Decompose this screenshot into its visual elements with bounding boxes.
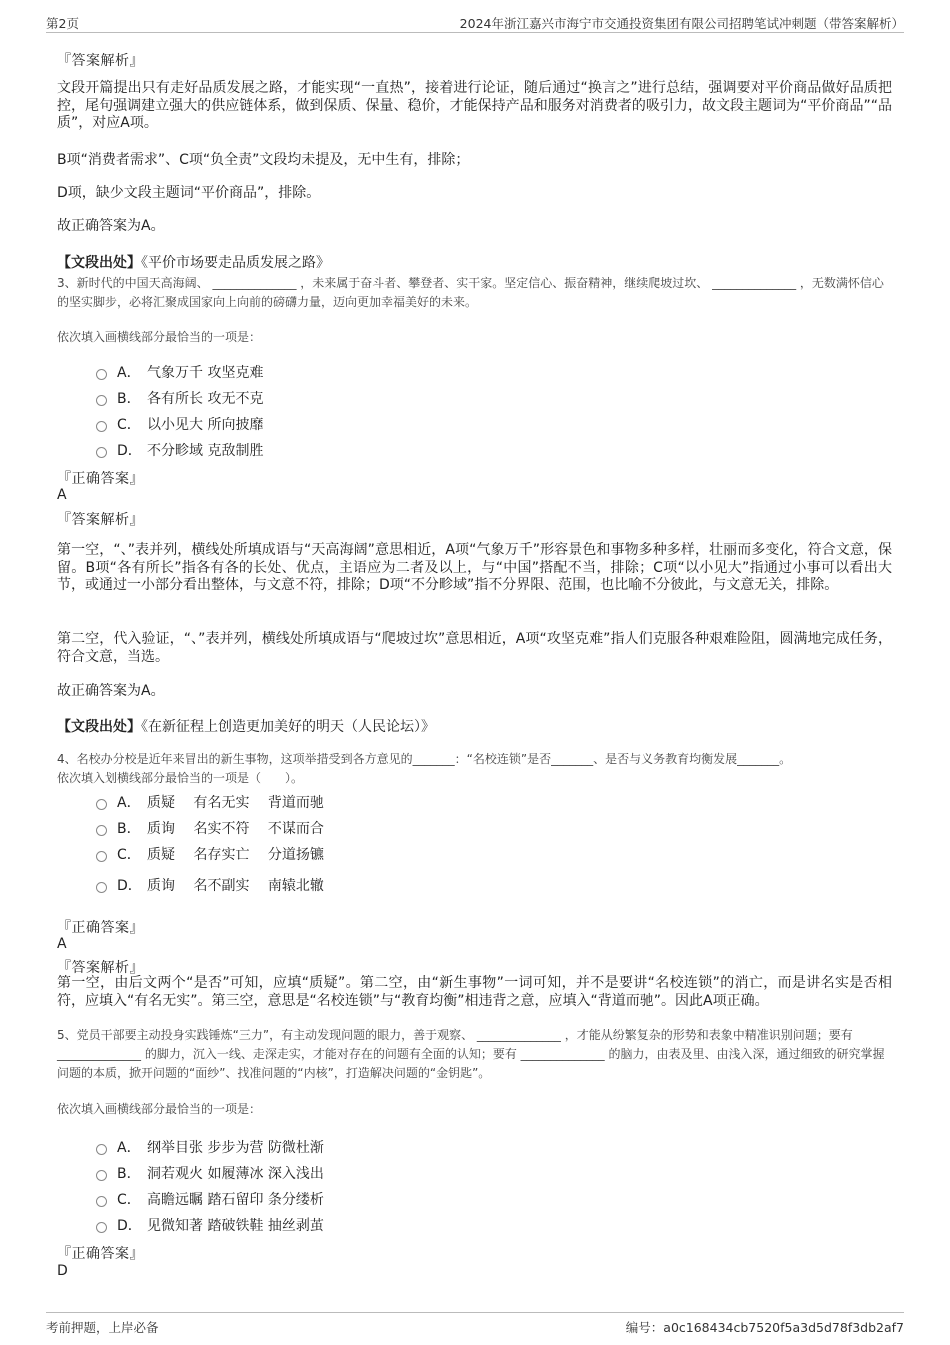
option-text: 高瞻远瞩 踏石留印 条分缕析 [147, 1192, 324, 1208]
correct-answer-label: 『正确答案』 [57, 920, 144, 936]
option-letter: A． [117, 795, 141, 811]
analysis-paragraph: 第一空，由后文两个“是否”可知，应填“质疑”。第二空，由“新生事物”一词可知，并不是要讲“名校连锁”的消亡，而是讲名实是否相符，应填入“有名无实”。第三空，意思是“名校连锁”与“教育均衡”相违背之意，应填入“背道而驰”。因此A项正确。 [57, 975, 892, 1009]
correct-answer: A [57, 936, 67, 952]
option-a[interactable] [96, 362, 263, 382]
radio-icon[interactable] [96, 369, 107, 380]
source-citation [57, 716, 892, 736]
option-b[interactable] [96, 818, 324, 838]
radio-icon[interactable] [96, 421, 107, 432]
radio-icon[interactable] [96, 447, 107, 458]
option-letter: A． [117, 365, 141, 381]
footer-slogan: 考前押题，上岸必备 [46, 1320, 159, 1335]
radio-icon[interactable] [96, 1222, 107, 1233]
source-prefix: 【文段出处】 [57, 719, 141, 735]
correct-answer: A [57, 487, 67, 503]
radio-icon[interactable] [96, 825, 107, 836]
analysis-paragraph: D项，缺少文段主题词“平价商品”，排除。 [57, 185, 321, 201]
option-text: 不分畛域 克敌制胜 [147, 443, 264, 459]
page-number: 第2页 [46, 16, 79, 31]
source-title: 《平价市场要走品质发展之路》 [141, 255, 330, 271]
option-letter: C． [117, 1192, 141, 1208]
option-text: 纲举目张 步步为营 防微杜渐 [147, 1140, 324, 1156]
correct-answer: D [57, 1263, 68, 1279]
correct-answer-label: 『正确答案』 [57, 471, 144, 487]
option-text: 各有所长 攻无不克 [147, 391, 264, 407]
option-c[interactable] [96, 1189, 324, 1209]
option-a[interactable] [96, 1137, 324, 1157]
option-letter: C． [117, 417, 141, 433]
option-letter: B． [117, 1166, 141, 1182]
option-letter: B． [117, 821, 141, 837]
option-d[interactable] [96, 1215, 324, 1235]
option-c[interactable] [96, 844, 324, 864]
question-prompt: 依次填入画横线部分最恰当的一项是： [57, 330, 262, 344]
option-text: 质疑 名存实亡 分道扬镳 [147, 847, 324, 863]
radio-icon[interactable] [96, 882, 107, 893]
question-prompt: 依次填入划横线部分最恰当的一项是（ ）。 [57, 771, 304, 785]
option-letter: D． [117, 443, 142, 459]
analysis-paragraph: 第二空，代入验证，“、”表并列，横线处所填成语与“爬坡过坎”意思相近，A项“攻坚克难”指人们克服各种艰难险阻，圆满地完成任务，符合文意，当选。 [57, 631, 892, 665]
option-a[interactable] [96, 792, 324, 812]
option-letter: D． [117, 1218, 142, 1234]
option-text: 质询 名不副实 南辕北辙 [147, 878, 324, 894]
option-c[interactable] [96, 414, 263, 434]
option-text: 质疑 有名无实 背道而驰 [147, 795, 324, 811]
source-title: 《在新征程上创造更加美好的明天（人民论坛）》 [141, 719, 435, 735]
radio-icon[interactable] [96, 799, 107, 810]
correct-answer-label: 『正确答案』 [57, 1246, 144, 1262]
source-citation [57, 252, 892, 272]
option-b[interactable] [96, 388, 263, 408]
question-stem: 4、名校办分校是近年来冒出的新生事物，这项举措受到各方意见的_______：“名校连锁”是否_______、是否与义务教育均衡发展_______。 [57, 752, 792, 766]
option-b[interactable] [96, 1163, 324, 1183]
analysis-paragraph: 文段开篇提出只有走好品质发展之路，才能实现“一直热”，接着进行论证，随后通过“换言之”进行总结，强调要对平价商品做好品质把控，尾句强调建立强大的供应链体系，做到保质、保量、稳价，才能保持产品和服务对消费者的吸引力，故文段主题词为“平价商品”“品质”，对应A项。 [57, 80, 892, 131]
analysis-paragraph: 故正确答案为A。 [57, 218, 165, 234]
option-letter: D． [117, 878, 142, 894]
document-id: 编号：a0c168434cb7520f5a3d5d78f3db2af7 [625, 1320, 904, 1335]
radio-icon[interactable] [96, 1170, 107, 1181]
radio-icon[interactable] [96, 395, 107, 406]
question-stem: 3、新时代的中国天高海阔、 ______________ ，未来属于奋斗者、攀登者、实干家。坚定信心、振奋精神，继续爬坡过坎、 ______________ ，无数满怀信心的坚实脚步，必将汇聚成国家向上向前的磅礴力量，迈向更加幸福美好的未来。 [57, 276, 884, 309]
analysis-label: 『答案解析』 [57, 960, 144, 976]
analysis-label: 『答案解析』 [57, 512, 144, 528]
analysis-paragraph: 故正确答案为A。 [57, 683, 165, 699]
question-stem: 5、党员干部要主动投身实践锤炼“三力”，有主动发现问题的眼力，善于观察、 ______________ ，才能从纷繁复杂的形势和表象中精准识别问题；要有 ______________ 的脚力，沉入一线、走深走实，才能对存在的问题有全面的认知；要有 ______________ 的脑力，由表及里、由浅入深，通过细致的研究掌握问题的本质，掀开问题的“面纱”、找准问题的“内核”，打造解决问题的“金钥匙”。 [57, 1028, 885, 1080]
radio-icon[interactable] [96, 851, 107, 862]
question-prompt: 依次填入画横线部分最恰当的一项是： [57, 1102, 262, 1116]
option-letter: C． [117, 847, 141, 863]
page-footer [46, 1312, 904, 1337]
analysis-paragraph: B项“消费者需求”、C项“负全责”文段均未提及，无中生有，排除； [57, 152, 470, 168]
document-title: 2024年浙江嘉兴市海宁市交通投资集团有限公司招聘笔试冲刺题（带答案解析） [459, 16, 904, 31]
analysis-paragraph: 第一空，“、”表并列，横线处所填成语与“天高海阔”意思相近，A项“气象万千”形容景色和事物多种多样，壮丽而多变化，符合文意，保留。B项“各有所长”指各有各的长处、优点，主语应为二者及以上，与“中国”搭配不当，排除；C项“以小见大”指通过小事可以看出大节，或通过一小部分看出整体，与文意不符，排除；D项“不分畛域”指不分界限、范围，也比喻不分彼此，与文意无关，排除。 [57, 542, 892, 593]
radio-icon[interactable] [96, 1196, 107, 1207]
page-header [46, 12, 904, 33]
option-letter: A． [117, 1140, 141, 1156]
option-text: 质询 名实不符 不谋而合 [147, 821, 324, 837]
analysis-label: 『答案解析』 [57, 53, 144, 69]
option-d[interactable] [96, 440, 263, 460]
option-letter: B． [117, 391, 141, 407]
option-d[interactable] [96, 875, 324, 895]
radio-icon[interactable] [96, 1144, 107, 1155]
option-text: 气象万千 攻坚克难 [147, 365, 264, 381]
option-text: 以小见大 所向披靡 [147, 417, 264, 433]
option-text: 洞若观火 如履薄冰 深入浅出 [147, 1166, 324, 1182]
source-prefix: 【文段出处】 [57, 255, 141, 271]
option-text: 见微知著 踏破铁鞋 抽丝剥茧 [147, 1218, 324, 1234]
